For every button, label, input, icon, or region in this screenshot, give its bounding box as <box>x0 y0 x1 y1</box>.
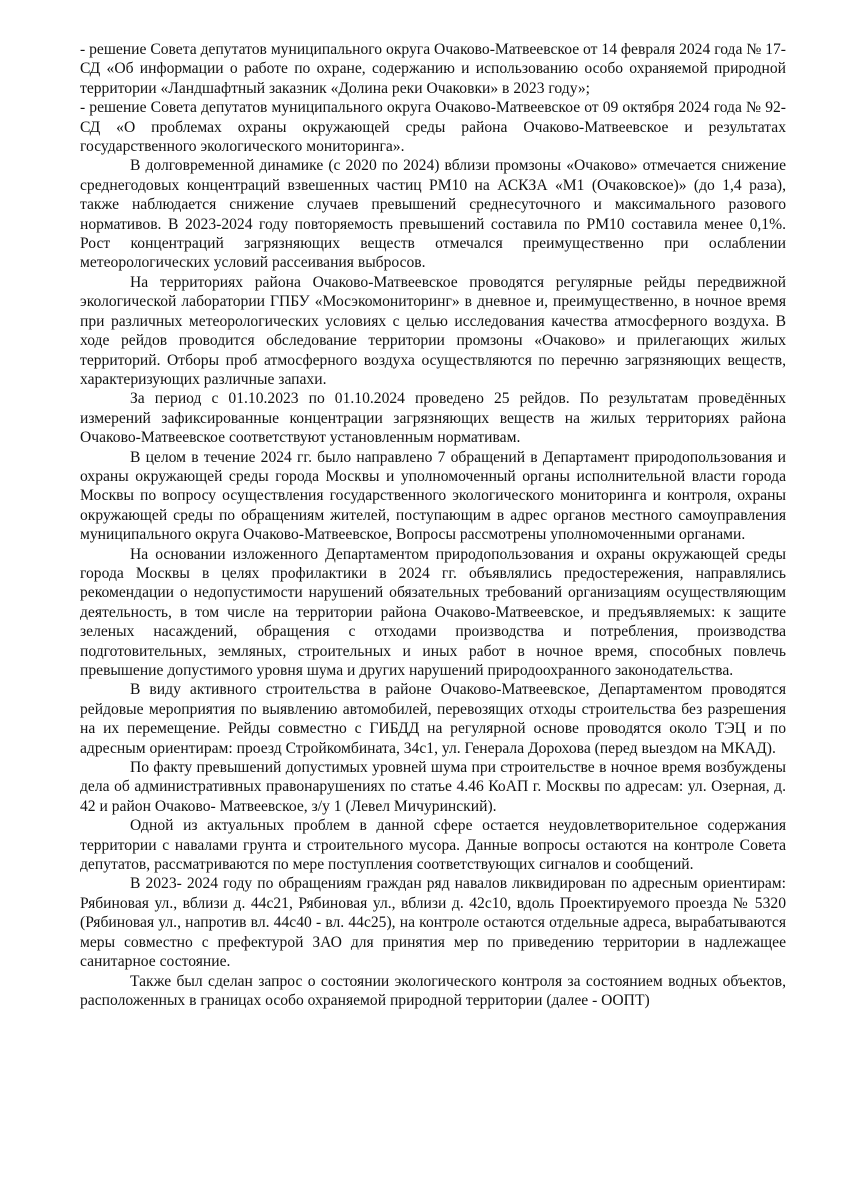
paragraph-appeals: В целом в течение 2024 гг. было направлено 7 обращений в Департамент природопользования и охраны окружающей среды города Москвы и уполномоченный органы исполнительной власти города Москвы по вопросу осуществления государственного экологического мониторинга и контроля, охраны окружающей среды по обращениям жителей, поступающим в адрес органов местного самоуправления муниципального округа Очаково-Матвеевское, Вопросы рассмотрены уполномоченными органами. <box>80 448 786 544</box>
document-page <box>80 40 786 1190</box>
paragraph-construction-raids: В виду активного строительства в районе Очаково-Матвеевское, Департаментом проводятся рейдовые мероприятия по выявлению автомобилей, перевозящих отходы строительства без разрешения на их перемещение. Рейды совместно с ГИБДД на регулярной основе проводятся около ТЭЦ и по адресным ориентирам: проезд Стройкомбината, 34с1, ул. Генерала Дорохова (перед выездом на МКАД). <box>80 681 786 757</box>
paragraph-pm10-dynamics: В долговременной динамике (с 2020 по 2024) вблизи промзоны «Очаково» отмечается снижение среднегодовых концентраций взвешенных частиц РМ10 на АСКЗА «М1 (Очаковское)» (до 1,4 раза), также наблюдается снижение случаев превышений среднесуточного и максимального разового нормативов. В 2023-2024 году повторяемость превышений составила по РМ10 составила менее 0,1%. Рост концентраций загрязняющих веществ отмечался преимущественно при ослаблении метеорологических условий рассеивания выбросов. <box>80 157 786 272</box>
paragraph-water-objects-request: Также был сделан запрос о состоянии экологического контроля за состоянием водных объектов, расположенных в границах особо охраняемой природной территории (далее - ООПТ) <box>80 972 786 1009</box>
paragraph-decision-92-sd: - решение Совета депутатов муниципального округа Очаково-Матвеевское от 09 октября 2024 года № 92-СД «О проблемах охраны окружающей среды района Очаково-Матвеевское и результатах государственного экологического мониторинга». <box>80 99 786 156</box>
paragraph-raid-results: За период с 01.10.2023 по 01.10.2024 проведено 25 рейдов. По результатам проведённых измерений зафиксированные концентрации загрязняющих веществ на жилых территориях района Очаково-Матвеевское соответствуют установленным нормативам. <box>80 390 786 447</box>
paragraph-prevention: На основании изложенного Департаментом природопользования и охраны окружающей среды города Москвы в целях профилактики в 2024 гг. объявлялись предостережения, направлялись рекомендации о недопустимости нарушений обязательных требований организациям осуществляющим деятельность, в том числе на территории района Очаково-Матвеевское, и предъявляемых: к защите зеленых насаждений, обращения с отходами производства и потребления, производства подготовительных, земляных, строительных и иных работ в ночное время, способных повлечь превышение допустимого уровня шума и других нарушений природоохранного законодательства. <box>80 545 786 679</box>
paragraph-soil-dumps: Одной из актуальных проблем в данной сфере остается неудовлетворительное содержания территории с навалами грунта и строительного мусора. Данные вопросы остаются на контроле Совета депутатов, рассматриваются по мере поступления соответствующих сигналов и сообщений. <box>80 817 786 874</box>
paragraph-mobile-lab-raids: На территориях района Очаково-Матвеевское проводятся регулярные рейды передвижной экологической лаборатории ГПБУ «Мосэкомониторинг» в дневное и, преимущественно, в ночное время при различных метеорологических условиях с целью исследования качества атмосферного воздуха. В ходе рейдов проводится обследование территории промзоны «Очаково» и прилегающих жилых территорий. Отборы проб атмосферного воздуха осуществляются по перечню загрязняющих веществ, характеризующих различные запахи. <box>80 273 786 388</box>
paragraph-noise-violations: По факту превышений допустимых уровней шума при строительстве в ночное время возбуждены дела об административных правонарушениях по статье 4.46 КоАП г. Москвы по адресам: ул. Озерная, д. 42 и район Очаково- Матвеевское, з/у 1 (Левел Мичуринский). <box>80 759 786 815</box>
paragraph-decision-17-sd: - решение Совета депутатов муниципального округа Очаково-Матвеевское от 14 февраля 2024 года № 17-СД «Об информации о работе по охране, содержанию и использованию особо охраняемой природной территории «Ландшафтный заказник «Долина реки Очаковки» в 2023 году»; <box>80 41 786 97</box>
paragraph-dumps-liquidated: В 2023- 2024 году по обращениям граждан ряд навалов ликвидирован по адресным ориентирам: Рябиновая ул., вблизи д. 44с21, Рябиновая ул., вблизи д. 42с10, вдоль Проектируемого проезда № 5320 (Рябиновая ул., напротив вл. 44с40 - вл. 44с25), на контроле остаются отдельные адреса, вырабатываются меры совместно с префектурой ЗАО для принятия мер по приведению территории в надлежащее санитарное состояние. <box>80 875 786 971</box>
